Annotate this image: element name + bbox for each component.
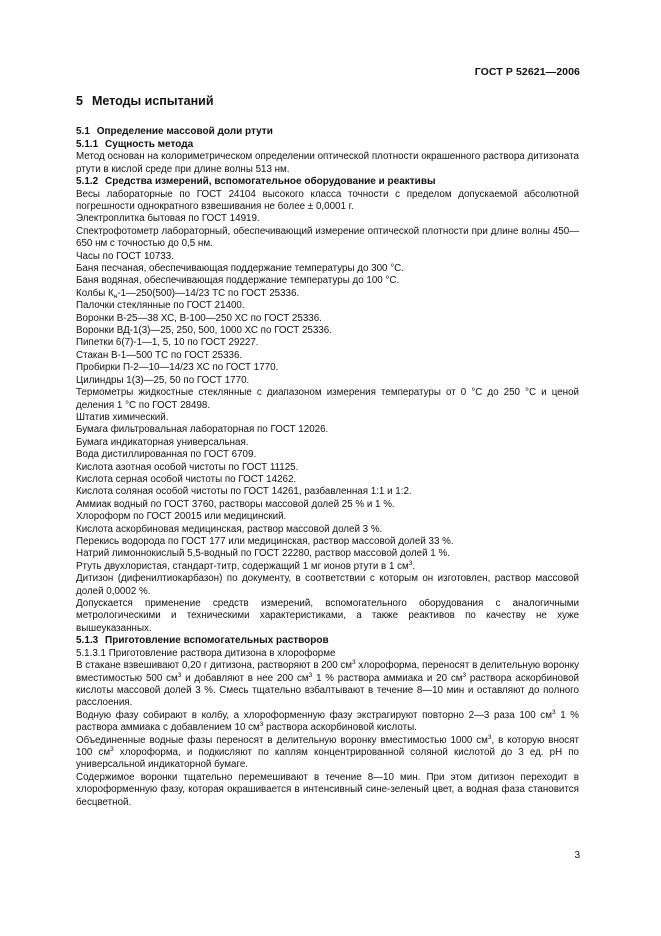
paragraph-text: раствора аскорбиновой кислоты массовой долей 3 %. Смесь тщательно взбалтывают в течение 8—10 мин и оставляют до полного расслоения. [76,672,579,709]
list-item: Аммиак водный по ГОСТ 3760, растворы массовой долей 25 % и 1 %. [76,498,395,510]
superscript: 3 [551,708,556,716]
list-item: Штатив химический. [76,411,169,423]
list-item-text: -1—250(500)—14/23 ТС по ГОСТ 25336. [117,287,300,299]
list-item: Допускается применение средств измерений, вспомогательного оборудования с аналогичными метрологическими и техническими характеристиками, а также реактивов по качеству не хуже вышеуказанных. [76,598,579,634]
list-item: Стакан В-1—500 ТС по ГОСТ 25336. [76,349,243,361]
list-item: Термометры жидкостные стеклянные с диапазоном измерения температуры от 0 °С до 250 °С и ценой деления 1 °С по ГОСТ 28498. [76,387,579,411]
clause-number: 5.1.3.1 [76,647,106,659]
paragraph [76,660,579,710]
paragraph-text: хлороформа, и подкисляют по каплям концентрированной соляной кислотой до 3 ед. рН по универсальной индикаторной бумаге. [76,747,579,771]
subsection-5-1-2-heading [76,176,579,189]
subscript: н [113,292,118,300]
subsection-title: Приготовление вспомогательных растворов [105,635,329,647]
subsection-number: 5.1 [76,126,90,137]
list-item: Спектрофотометр лабораторный, обеспечивающий измерение оптической плотности при длине волны 450—650 нм с точностью до 0,5 нм. [76,225,579,250]
equipment-list [76,189,579,636]
subsection-5-1-1-heading [76,139,579,152]
page-number: 3 [574,850,580,861]
superscript: 3 [487,733,492,741]
section-title: Методы испытаний [91,94,214,108]
subsection-5-1-3-heading [76,635,579,648]
section-number: 5 [76,94,83,108]
list-item: Натрий лимоннокислый 5,5-водный по ГОСТ 22280, раствор массовой долей 1 %. [76,548,450,560]
list-item: Вода дистиллированная по ГОСТ 6709. [76,449,257,461]
subsection-title: Определение массовой доли ртути [96,126,273,137]
list-item: Дитизон (дифенилтиокарбазон) по документу, в соответствии с которым он изготовлен, раствор массовой долей 0,0002 %. [76,573,579,597]
superscript: 3 [110,746,114,754]
subsection-number: 5.1.2 [76,176,99,187]
list-item: Хлороформ по ГОСТ 20015 или медицинский. [76,511,287,523]
subsection-number: 5.1.1 [76,138,99,150]
list-item: Весы лабораторные по ГОСТ 24104 высокого класса точности с пределом допускаемой абсолютной погрешности однократного взвешивания не более ± 0,0001 г. [76,188,579,212]
list-item: Цилиндры 1(3)—25, 50 по ГОСТ 1770. [76,374,250,386]
list-item: Бумага индикаторная универсальная. [76,436,249,448]
paragraph-text: раствора аскорбиновой кислоты. [263,722,417,734]
list-item: Пробирки П-2—10—14/23 ХС по ГОСТ 1770. [76,362,279,374]
page-content [76,88,579,809]
list-item: Кислота серная особой чистоты по ГОСТ 14262. [76,473,297,485]
clause-heading [76,648,579,660]
list-item: Баня песчаная, обеспечивающая поддержание температуры до 300 °С. [76,263,404,275]
list-item-text: Ртуть двухлористая, стандарт-титр, содержащий 1 мг ионов ртути в 1 см [76,560,409,572]
list-item: Пипетки 6(7)-1—1, 5, 10 по ГОСТ 29227. [76,337,259,349]
list-item: Палочки стеклянные по ГОСТ 21400. [76,300,245,312]
paragraph [76,710,579,735]
paragraph-text: 1 % раствора аммиака с добавлением 10 см [76,709,579,734]
paragraph-text: В стакане взвешивают 0,20 г дитизона, растворяют в 200 см [76,660,353,672]
paragraph-text: Водную фазу собирают в колбу, а хлороформенную фазу экстрагируют повторно 2—3 раза 100 см [76,709,552,721]
superscript: 3 [308,671,313,679]
list-item: Кислота аскорбиновая медицинская, раствор массовой долей 3 %. [76,523,383,535]
list-item-text: Колбы К [76,287,114,299]
list-item: Кислота соляная особой чистоты по ГОСТ 14261, разбавленная 1:1 и 1:2. [76,486,412,498]
section-heading [76,94,579,108]
list-item: Кислота азотная особой чистоты по ГОСТ 11125. [76,461,299,473]
list-item: Воронки В-25—38 ХС, В-100—250 ХС по ГОСТ 25336. [76,312,322,324]
paragraph-text: , в которую вносят 100 см [76,734,580,759]
paragraph-text: 1 % раствора аммиака и 20 см [312,672,463,684]
superscript: 3 [352,659,356,667]
paragraph [76,151,579,176]
list-item: Электроплитка бытовая по ГОСТ 14919. [76,213,260,225]
paragraph-text: и добавляют в нее 200 см [181,672,309,684]
list-item: Перекись водорода по ГОСТ 177 или медицинская, раствор массовой долей 33 %. [76,535,454,547]
clause-title: Приготовление раствора дитизона в хлороформе [108,647,336,659]
superscript: 3 [462,671,467,679]
subsection-number: 5.1.3 [76,635,99,647]
paragraph: Содержимое воронки тщательно перемешивают в течение 8—10 мин. При этом дитизон переходит в хлороформенную фазу, которая окрашивается в интенсивный сине-зеленый цвет, а водная фаза становится бесцветной. [76,771,579,808]
list-item-text: . [412,560,416,572]
subsection-5-1-heading [76,126,579,139]
superscript: 3 [177,671,182,679]
document-code: ГОСТ Р 52621—2006 [474,66,580,78]
list-item [76,288,579,300]
subsection-title: Средства измерений, вспомогательное оборудование и реактивы [105,176,436,187]
superscript: 3 [259,721,264,729]
list-item [76,561,579,573]
list-item: Бумага фильтровальная лабораторная по ГОСТ 12026. [76,424,329,436]
superscript: 3 [408,559,413,567]
paragraph-text: хлороформа, переносят в делительную воронку вместимостью 500 см [76,660,579,684]
paragraph [76,735,579,772]
paragraph-text: Метод основан на колориметрическом определении оптической плотности окрашенного раствора дитизоната ртути в кислой среде при длине волны 513 нм. [76,151,579,175]
paragraph-text: Объединенные водные фазы переносят в делительную воронку вместимостью 1000 см [76,734,488,746]
subsection-title: Сущность метода [105,138,194,150]
list-item: Воронки ВД-1(3)—25, 250, 500, 1000 ХС по ГОСТ 25336. [76,325,332,337]
list-item: Часы по ГОСТ 10733. [76,250,174,262]
list-item: Баня водяная, обеспечивающая поддержание температуры до 100 °С. [76,275,400,287]
